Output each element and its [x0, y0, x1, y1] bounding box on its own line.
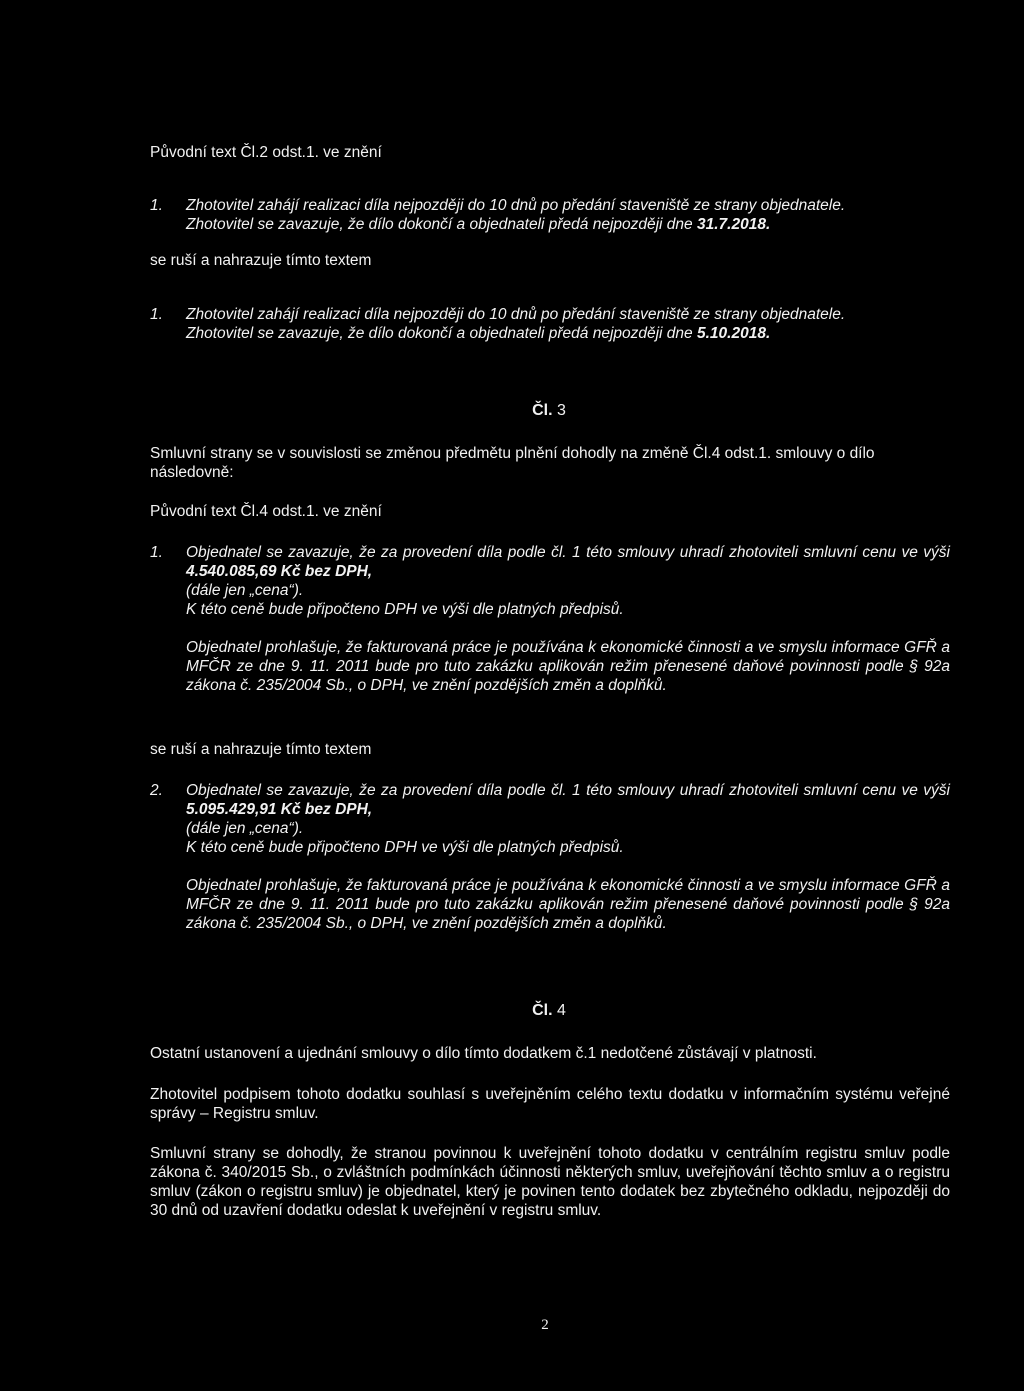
article-heading-3 [0, 401, 1024, 420]
dph-note: K této ceně bude připočteno DPH ve výši dle platných předpisů. [186, 601, 624, 618]
dph-note: K této ceně bude připočteno DPH ve výši dle platných předpisů. [186, 839, 624, 856]
new-item-cl4 [150, 781, 950, 933]
item-body [186, 543, 950, 695]
item-line-text: Objednatel se zavazuje, že za provedení díla podle čl. 1 této smlouvy uhradí zhotoviteli smluvní cenu ve výši [186, 782, 950, 799]
item-line [186, 324, 950, 343]
item-line: Zhotovitel zahájí realizaci díla nejpozději do 10 dnů po předání staveniště ze strany objednatele. [186, 306, 846, 323]
cena-note: (dále jen „cena“). [186, 582, 304, 599]
item-number: 1. [150, 544, 163, 561]
item-line-text: Zhotovitel se zavazuje, že dílo dokončí a objednateli předá nejpozději dne [186, 216, 697, 233]
new-item-cl2 [150, 305, 950, 343]
page-number: 2 [541, 1317, 549, 1333]
section4-para2: Zhotovitel podpisem tohoto dodatku souhlasí s uveřejněním celého textu dodatku v informačním systému veřejné správy – Registru smluv. [150, 1086, 950, 1122]
item-number: 1. [150, 306, 163, 323]
declaration: Objednatel prohlašuje, že fakturovaná práce je používána k ekonomické činnosti a ve smyslu informace GFŘ a MFČR ze dne 9. 11. 2011 bude pro tuto zakázku aplikován režim přenesené daňové povinnosti podle § 92a zákona č. 235/2004 Sb., o DPH, ve znění pozdějších změn a doplňků. [186, 639, 950, 694]
item-line [186, 543, 950, 581]
item-line: Zhotovitel zahájí realizaci díla nejpozději do 10 dnů po předání staveniště ze strany objednatele. [186, 197, 846, 214]
replace-label-cl4: se ruší a nahrazuje tímto textem [150, 741, 372, 758]
cena-note: (dále jen „cena“). [186, 820, 304, 837]
article-heading-label: Čl. [532, 1002, 553, 1019]
article-heading-label: Čl. [532, 402, 553, 419]
item-line [186, 215, 950, 234]
deadline-date: 5.10.2018. [696, 325, 771, 342]
item-line-text: Objednatel se zavazuje, že za provedení díla podle čl. 1 této smlouvy uhradí zhotoviteli smluvní cenu ve výši [186, 544, 950, 561]
article-heading-number: 4 [557, 1002, 566, 1019]
item-body [186, 781, 950, 933]
item-number: 1. [150, 197, 163, 214]
item-line [186, 781, 950, 819]
article-heading-number: 3 [557, 402, 566, 419]
original-item-cl2 [150, 196, 950, 234]
item-number: 2. [150, 782, 163, 799]
deadline-date: 31.7.2018. [696, 216, 771, 233]
section3-intro: Smluvní strany se v souvislosti se změnou předmětu plnění dohodly na změně Čl.4 odst.1. smlouvy o dílo následovně: [150, 445, 875, 481]
article-heading-4 [0, 1001, 1024, 1020]
section4-para3: Smluvní strany se dohodly, že stranou povinnou k uveřejnění tohoto dodatku v centrálním registru smluv podle zákona č. 340/2015 Sb., o zvláštních podmínkách účinnosti některých smluv, uveřejňování těchto smluv a o registru smluv (zákon o registru smluv) je objednatel, který je povinen tento dodatek bez zbytečného odkladu, nejpozději do 30 dnů od uzavření dodatku odeslat k uveřejnění v registru smluv. [150, 1145, 950, 1219]
item-body [186, 196, 950, 234]
original-text-label-cl2: Původní text Čl.2 odst.1. ve znění [150, 144, 382, 161]
original-text-label-cl4: Původní text Čl.4 odst.1. ve znění [150, 503, 382, 520]
section4-para1: Ostatní ustanovení a ujednání smlouvy o dílo tímto dodatkem č.1 nedotčené zůstávají v platnosti. [150, 1045, 817, 1062]
item-line-text: Zhotovitel se zavazuje, že dílo dokončí a objednateli předá nejpozději dne [186, 325, 697, 342]
declaration: Objednatel prohlašuje, že fakturovaná práce je používána k ekonomické činnosti a ve smyslu informace GFŘ a MFČR ze dne 9. 11. 2011 bude pro tuto zakázku aplikován režim přenesené daňové povinnosti podle § 92a zákona č. 235/2004 Sb., o DPH, ve znění pozdějších změn a doplňků. [186, 877, 950, 932]
item-body [186, 305, 950, 343]
price: 5.095.429,91 Kč bez DPH, [186, 801, 373, 818]
original-item-cl4 [150, 543, 950, 695]
price: 4.540.085,69 Kč bez DPH, [186, 563, 373, 580]
replace-label-cl2: se ruší a nahrazuje tímto textem [150, 252, 372, 269]
